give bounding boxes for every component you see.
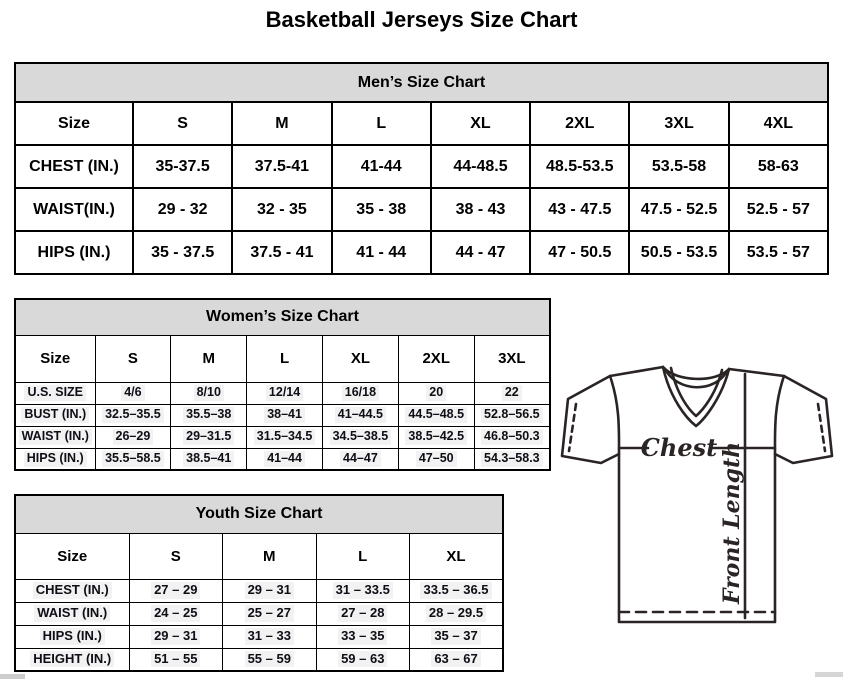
column-header: 2XL	[398, 335, 474, 382]
cell-value: 25 – 27	[245, 605, 294, 621]
youth-size-table	[14, 494, 504, 672]
cell	[332, 145, 431, 188]
cell	[247, 404, 323, 426]
table-row	[15, 404, 550, 426]
cell	[95, 382, 171, 404]
table-title-row	[15, 63, 828, 102]
cell-value: 44–47	[340, 451, 381, 467]
cell	[129, 648, 223, 671]
cell	[410, 625, 504, 648]
cell	[129, 602, 223, 625]
row-label	[15, 426, 95, 448]
right-sleeve-seam	[775, 376, 784, 454]
cell	[247, 382, 323, 404]
cell-value: 33.5 – 36.5	[420, 582, 491, 598]
table-header-row	[15, 102, 828, 145]
cell-value: 59 – 63	[338, 651, 387, 667]
cell-value: 52.8–56.5	[481, 407, 543, 423]
table-row	[15, 426, 550, 448]
cell	[316, 648, 410, 671]
cell-value: 63 – 67	[431, 651, 480, 667]
cell-value: 38 - 43	[455, 200, 506, 218]
row-label-text: WAIST (IN.)	[19, 429, 92, 445]
cell	[398, 426, 474, 448]
cell-value: 41 - 44	[356, 243, 407, 261]
cell-value: 32 - 35	[257, 200, 307, 218]
cell-value: 38–41	[264, 407, 305, 423]
cell-value: 35 – 37	[431, 628, 480, 644]
cell	[530, 231, 629, 274]
cell-value: 53.5-58	[651, 157, 707, 175]
cell	[171, 382, 247, 404]
column-header: S	[133, 102, 232, 145]
cell	[232, 231, 331, 274]
cell	[129, 625, 223, 648]
column-header: M	[171, 335, 247, 382]
column-header: S	[95, 335, 171, 382]
page-title: Basketball Jerseys Size Chart	[265, 7, 578, 32]
cell-value: 41–44.5	[335, 407, 386, 423]
cell-value: 35 - 37.5	[151, 243, 215, 261]
cell-value: 51 – 55	[151, 651, 200, 667]
table-title: Youth Size Chart	[15, 495, 503, 533]
table-header-row	[15, 533, 503, 579]
table-row	[15, 145, 828, 188]
cell	[133, 145, 232, 188]
cell-value: 20	[426, 385, 446, 401]
cell-value: 41-44	[360, 157, 402, 175]
row-label-text: U.S. SIZE	[24, 385, 86, 401]
cell	[223, 648, 317, 671]
row-label-text: WAIST(IN.)	[33, 200, 115, 218]
cell-value: 52.5 - 57	[746, 200, 810, 218]
cell-value: 26–29	[113, 429, 154, 445]
front-length-label: Front Length	[719, 441, 745, 605]
table-row	[15, 625, 503, 648]
cell-value: 27 – 28	[338, 605, 387, 621]
cell-value: 47.5 - 52.5	[640, 200, 718, 218]
cell-value: 31 – 33.5	[333, 582, 393, 598]
column-header: S	[129, 533, 223, 579]
cell-value: 37.5-41	[254, 157, 310, 175]
row-label-text: HIPS (IN.)	[37, 243, 111, 261]
cell	[95, 448, 171, 470]
cell	[322, 404, 398, 426]
cell	[629, 231, 728, 274]
cell	[410, 602, 504, 625]
jersey-measurement-diagram	[558, 363, 843, 675]
row-label-text: HEIGHT (IN.)	[30, 651, 114, 667]
table-row	[15, 448, 550, 470]
cell	[332, 231, 431, 274]
cell-value: 29 – 31	[151, 628, 200, 644]
cell	[410, 648, 504, 671]
cell-value: 37.5 - 41	[250, 243, 314, 261]
cell-value: 58-63	[757, 157, 799, 175]
table-title: Men’s Size Chart	[15, 63, 828, 102]
cell	[729, 231, 828, 274]
column-header: L	[316, 533, 410, 579]
cell	[223, 579, 317, 602]
womens-size-table	[14, 298, 551, 471]
cell	[316, 602, 410, 625]
cell-value: 44 - 47	[455, 243, 506, 261]
column-header: 3XL	[629, 102, 728, 145]
cell	[171, 404, 247, 426]
cell-value: 28 – 29.5	[426, 605, 486, 621]
table-row	[15, 231, 828, 274]
cell	[247, 448, 323, 470]
cell	[316, 579, 410, 602]
cell-value: 16/18	[342, 385, 379, 401]
cell	[474, 426, 550, 448]
cell-value: 35-37.5	[155, 157, 210, 175]
cell-value: 47–50	[416, 451, 457, 467]
row-label	[15, 625, 129, 648]
table-row	[15, 382, 550, 404]
cell	[232, 188, 331, 231]
cell-value: 44.5–48.5	[405, 407, 467, 423]
cell-value: 38.5–42.5	[405, 429, 467, 445]
cell	[431, 145, 530, 188]
chest-label: Chest	[640, 433, 718, 462]
table-row	[15, 648, 503, 671]
cell	[398, 382, 474, 404]
column-header: M	[223, 533, 317, 579]
cell-value: 4/6	[121, 385, 144, 401]
left-sleeve-seam	[610, 376, 619, 454]
cell-value: 29–31.5	[183, 429, 234, 445]
column-header: XL	[431, 102, 530, 145]
cell	[474, 448, 550, 470]
row-label-text: HIPS (IN.)	[24, 451, 87, 467]
cell	[629, 188, 728, 231]
cell	[322, 382, 398, 404]
column-header: XL	[322, 335, 398, 382]
row-label	[15, 648, 129, 671]
cell	[530, 188, 629, 231]
row-label-text: BUST (IN.)	[21, 407, 89, 423]
jersey-diagram-svg	[558, 363, 843, 675]
cell	[410, 579, 504, 602]
column-header: 2XL	[530, 102, 629, 145]
cell-value: 22	[502, 385, 522, 401]
jersey-outline	[562, 367, 832, 622]
cell	[95, 404, 171, 426]
page-edge-artifact-right	[815, 672, 843, 677]
column-header: M	[232, 102, 331, 145]
row-label	[15, 145, 133, 188]
row-label-text: HIPS (IN.)	[40, 628, 105, 644]
cell-value: 50.5 - 53.5	[640, 243, 718, 261]
right-sleeve-stitch-line	[818, 404, 825, 451]
cell-value: 33 – 35	[338, 628, 387, 644]
row-label-text: WAIST (IN.)	[34, 605, 110, 621]
cell-value: 41–44	[264, 451, 305, 467]
row-label	[15, 404, 95, 426]
cell-value: 24 – 25	[151, 605, 200, 621]
cell-value: 29 - 32	[157, 200, 208, 218]
table-title: Women’s Size Chart	[15, 299, 550, 335]
column-header: L	[247, 335, 323, 382]
row-label-text: CHEST (IN.)	[33, 582, 112, 598]
cell	[95, 426, 171, 448]
cell-value: 29 – 31	[245, 582, 294, 598]
column-header: Size	[15, 335, 95, 382]
column-header: XL	[410, 533, 504, 579]
cell-value: 35.5–58.5	[102, 451, 164, 467]
row-label-text: CHEST (IN.)	[29, 157, 119, 175]
cell	[223, 625, 317, 648]
table-row	[15, 602, 503, 625]
cell-value: 35 - 38	[356, 200, 407, 218]
row-label	[15, 382, 95, 404]
cell	[431, 188, 530, 231]
row-label	[15, 231, 133, 274]
cell-value: 34.5–38.5	[330, 429, 392, 445]
cell	[322, 448, 398, 470]
column-header: 3XL	[474, 335, 550, 382]
cell-value: 48.5-53.5	[545, 157, 614, 175]
cell	[398, 404, 474, 426]
table-title-row	[15, 299, 550, 335]
cell	[133, 188, 232, 231]
cell-value: 55 – 59	[245, 651, 294, 667]
cell	[398, 448, 474, 470]
row-label	[15, 188, 133, 231]
left-sleeve-stitch-line	[569, 404, 576, 451]
cell-value: 44-48.5	[453, 157, 508, 175]
page-edge-artifact-left	[0, 674, 25, 679]
cell	[133, 231, 232, 274]
cell-value: 27 – 29	[151, 582, 200, 598]
column-header: 4XL	[729, 102, 828, 145]
cell	[474, 404, 550, 426]
row-label	[15, 579, 129, 602]
cell	[316, 625, 410, 648]
cell-value: 35.5–38	[183, 407, 234, 423]
cell	[129, 579, 223, 602]
cell	[332, 188, 431, 231]
cell	[629, 145, 728, 188]
cell	[171, 448, 247, 470]
row-label	[15, 602, 129, 625]
table-title-row	[15, 495, 503, 533]
cell	[232, 145, 331, 188]
cell	[729, 145, 828, 188]
cell-value: 47 - 50.5	[548, 243, 612, 261]
cell	[223, 602, 317, 625]
cell-value: 32.5–35.5	[102, 407, 164, 423]
cell-value: 46.8–50.3	[481, 429, 543, 445]
cell-value: 31 – 33	[245, 628, 294, 644]
table-row	[15, 188, 828, 231]
cell-value: 53.5 - 57	[746, 243, 810, 261]
cell-value: 38.5–41	[183, 451, 234, 467]
cell	[171, 426, 247, 448]
cell-value: 43 - 47.5	[548, 200, 612, 218]
cell-value: 54.3–58.3	[481, 451, 543, 467]
cell-value: 8/10	[194, 385, 224, 401]
cell	[431, 231, 530, 274]
column-header: Size	[15, 533, 129, 579]
column-header: L	[332, 102, 431, 145]
cell-value: 31.5–34.5	[254, 429, 316, 445]
cell	[530, 145, 629, 188]
column-header: Size	[15, 102, 133, 145]
cell	[474, 382, 550, 404]
cell-value: 12/14	[266, 385, 303, 401]
row-label	[15, 448, 95, 470]
table-header-row	[15, 335, 550, 382]
table-row	[15, 579, 503, 602]
cell	[322, 426, 398, 448]
cell	[247, 426, 323, 448]
mens-size-table	[14, 62, 829, 275]
cell	[729, 188, 828, 231]
